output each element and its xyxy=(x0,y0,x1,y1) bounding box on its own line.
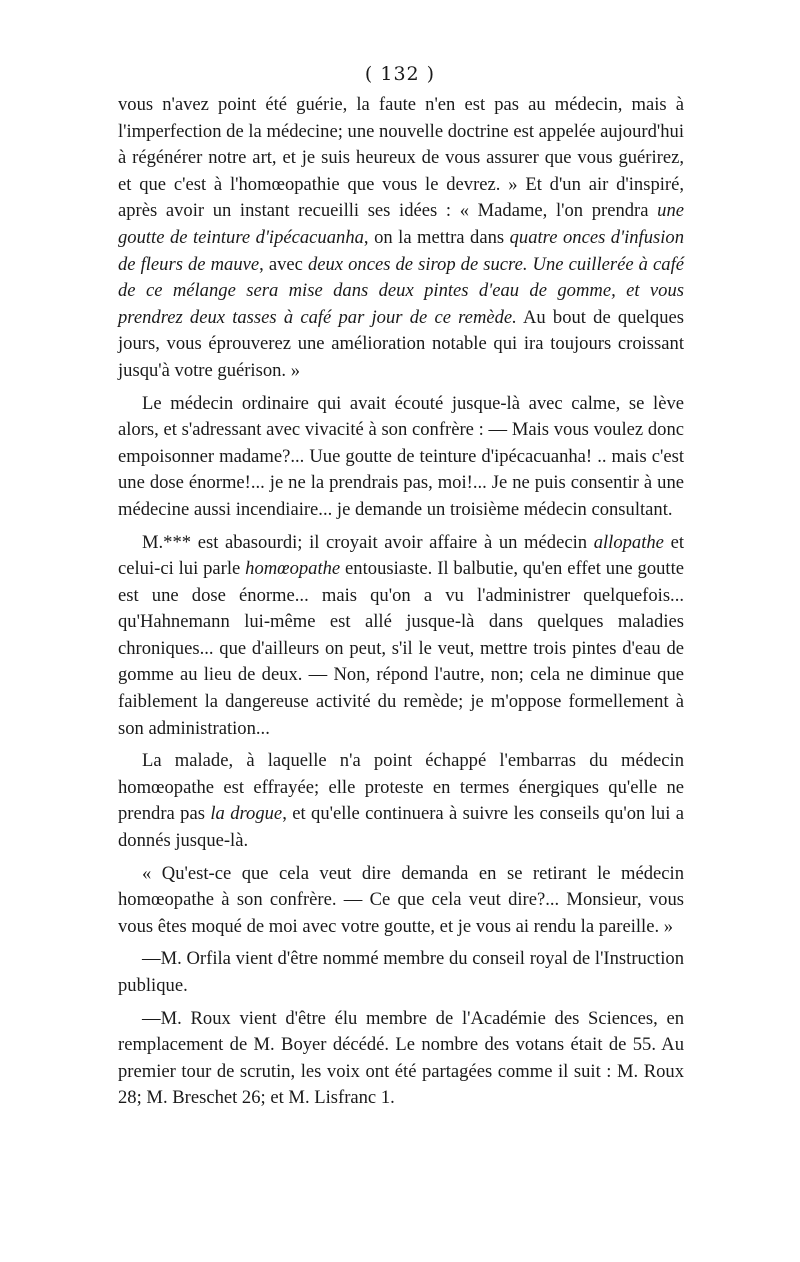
text-run: La malade, à laquelle n'a point échappé l'embarras du médecin homœopathe est effrayée; elle proteste en termes énergiques qu'elle ne prendra pas xyxy=(118,750,684,825)
text-run: Au bout de quelques jours, vous éprouverez une amélioration notable qui ira toujours croissant jusqu'à votre guérison. » xyxy=(118,306,685,381)
paragraph xyxy=(118,946,684,999)
text-run: —M. Roux vient d'être élu membre de l'Académie des Sciences, en remplacement de M. Boyer décédé. Le nombre des votans était de 55. Au premier tour de scrutin, les voix ont été partagées comme il suit : M. Roux 28; M. Breschet 26; et M. Lisfranc 1. xyxy=(118,1007,684,1109)
italic-run: la drogue xyxy=(210,803,283,825)
text-run: vous n'avez point été guérie, la faute n'en est pas au médecin, mais à l'imperfection de la médecine; une nouvelle doctrine est appelée aujourd'hui à régénérer notre art, et je suis heureux de vous assurer que vous guérirez, et que c'est à l'homœopathie que vous le devrez. » Et d'un air d'inspiré, après avoir un instant recueilli ses idées : « Madame, l'on prendra xyxy=(118,94,684,222)
page-number: ( 132 ) xyxy=(364,63,436,85)
italic-run: quatre onces d'infusion de fleurs de mauve xyxy=(118,226,684,275)
text-run: entousiaste. Il balbutie, qu'en effet une goutte est une dose énorme... mais qu'on a vu l'administrer quelquefois... qu'Hahnemann lui-même est allé jusque-là dans quelques maladies chroniques... que d'ailleurs on peut, s'il le veut, mettre trois pintes d'eau de gomme au lieu de deux. — Non, répond l'autre, non; cela ne diminue que faiblement la dangereuse activité du remède; je m'oppose formellement à son administration... xyxy=(118,558,684,739)
paragraph xyxy=(118,391,684,524)
paragraph xyxy=(118,530,684,743)
paragraph xyxy=(118,861,684,941)
italic-run: homœopathe xyxy=(245,558,341,580)
text-run: « Qu'est-ce que cela veut dire demanda en se retirant le médecin homœopathe à son confrère. — Ce que cela veut dire?... Monsieur, vous vous êtes moqué de moi avec votre goutte, et je vous ai rendu la pareille. » xyxy=(118,862,684,937)
text-run: , on la mettra dans xyxy=(363,226,510,248)
body-text xyxy=(118,92,684,1112)
text-run: , avec xyxy=(259,253,308,275)
paragraph xyxy=(118,748,684,854)
text-run: , et qu'elle continuera à suivre les conseils qu'on lui a donnés jusque-là. xyxy=(118,803,684,852)
text-run: Le médecin ordinaire qui avait écouté jusque-là avec calme, se lève alors, et s'adressant avec vivacité à son confrère : — Mais vous voulez donc empoisonner madame?... Uue goutte de teinture d'ipécacuanha! .. mais c'est une dose énorme!... je ne la prendrais pas, moi!... Je ne puis consentir à une médecine aussi incendiaire... je demande un troisième médecin consultant. xyxy=(118,392,684,520)
italic-run: deux onces de sirop de sucre. Une cuillerée à café de ce mélange sera mise dans deux pintes d'eau de gomme, et vous prendrez deux tasses à café par jour de ce remède. xyxy=(118,253,684,328)
text-run: et celui-ci lui parle xyxy=(118,531,684,580)
text-run: —M. Orfila vient d'être nommé membre du conseil royal de l'Instruction publique. xyxy=(118,948,684,996)
paragraph xyxy=(118,92,684,385)
text-run: M.*** est abasourdi; il croyait avoir affaire à un médecin xyxy=(142,531,594,553)
paragraph xyxy=(118,1006,684,1112)
italic-run: une goutte de teinture d'ipécacuanha xyxy=(118,200,684,248)
italic-run: allopathe xyxy=(593,531,664,553)
